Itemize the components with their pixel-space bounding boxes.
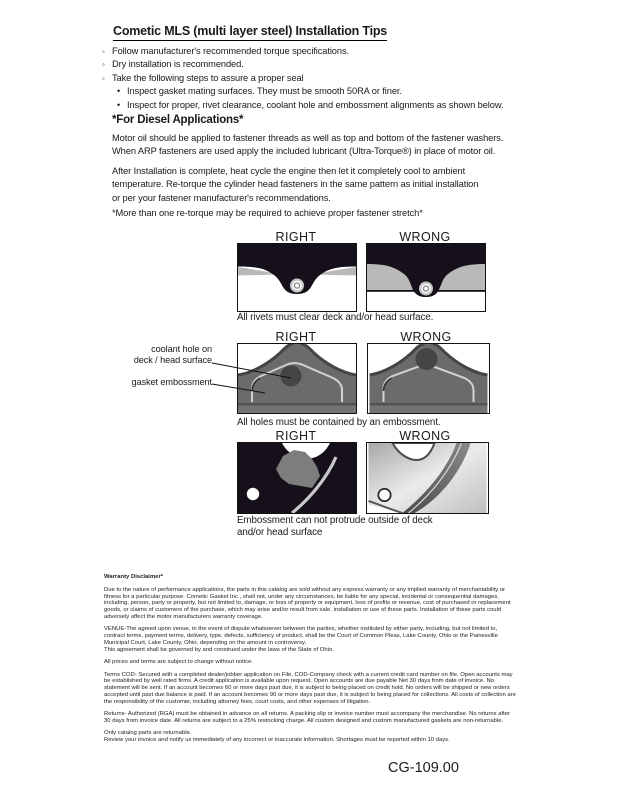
- legal-paragraph: Review your invoice and notify us immediately of any incorrect or inaccurate information. Shortages must be reported within 10 days.: [104, 737, 450, 744]
- list-item: [102, 45, 503, 58]
- embossment-caption: [237, 515, 433, 538]
- label-line: coolant hole on: [151, 344, 212, 354]
- list-item-text: Dry installation is recommended.: [112, 59, 244, 70]
- diesel-paragraph-1: [112, 132, 503, 159]
- hollow-bullet-icon: ◦: [102, 60, 105, 70]
- paragraph-line: When ARP fasteners are used apply the included lubricant (Ultra-Torque®) in place of motor oil.: [112, 146, 496, 157]
- legal-paragraph: This agreement shall be governed by and construed under the laws of the State of Ohio.: [104, 646, 334, 653]
- embossment-right-diagram: [237, 442, 357, 514]
- legal-paragraph: Returns- Authorized (RGA) must be obtained in advance on all returns. A packing slip or invoice number must accompany the merchandise. No returns after 30 days from invoice date. All returns are subject to a 25% restocking charge. All custom designed and custom manufactured gaskets are non-returnable.: [104, 711, 511, 724]
- caption-line: Embossment can not protrude outside of deck: [237, 515, 433, 526]
- legal-paragraph: Only catalog parts are returnable.: [104, 730, 192, 737]
- warranty-disclaimer-block: [104, 574, 518, 744]
- warranty-disclaimer-heading: Warranty Disclaimer*: [104, 574, 164, 580]
- list-item: [102, 58, 503, 71]
- paragraph-line: Motor oil should be applied to fastener threads as well as top and bottom of the fastener washers.: [112, 133, 504, 143]
- label-line: deck / head surface: [133, 355, 212, 366]
- holes-wrong-diagram: [367, 343, 490, 414]
- coolant-hole-label: [98, 344, 212, 366]
- list-item-text: Inspect for proper, rivet clearance, coolant hole and embossment alignments as shown below.: [127, 99, 504, 110]
- list-item-text: Follow manufacturer's recommended torque specifications.: [112, 46, 349, 56]
- rivets-right-label: RIGHT: [275, 230, 317, 244]
- solid-bullet-icon: •: [117, 86, 121, 97]
- sub-list-item: [102, 85, 503, 98]
- diesel-applications-heading: *For Diesel Applications*: [112, 114, 244, 126]
- leader-lines: [205, 358, 300, 403]
- embossment-wrong-diagram: [366, 442, 489, 514]
- list-item-text: Take the following steps to assure a proper seal: [112, 72, 304, 83]
- retorque-note: *More than one re-torque may be required to achieve proper fastener stretch*: [112, 208, 423, 218]
- legal-paragraph: All prices and terms are subject to change without notice.: [104, 659, 253, 666]
- page-number: CG-109.00: [388, 760, 459, 776]
- legal-paragraph: Due to the nature of performance applications, the parts in this catalog are sold without any express warranty or any implied warranty of merchantability or fitness for a particular purpose. Cometic Gasket Inc., shall not, under any circumstances, be liable for any special, incidental or consequential damages, including, person, party or property, but not limited to, damage, or loss of property or equipment, loss of profits or revenue, cost of purchased or replacement goods, or claims of customers of the purchase, which may arise and/or result from sale, installation or use of these parts. Installation of these parts could adversely affect the motor manufacturers warranty coverage.: [104, 586, 511, 620]
- holes-wrong-label: WRONG: [400, 330, 452, 344]
- rivets-right-diagram: [237, 243, 357, 312]
- sub-list-item: [102, 99, 503, 112]
- solid-bullet-icon: •: [117, 99, 121, 110]
- list-item-text: Inspect gasket mating surfaces. They must be smooth 50RA or finer.: [127, 86, 402, 97]
- embossment-right-label: RIGHT: [275, 429, 317, 443]
- paragraph-line: After Installation is complete, heat cycle the engine then let it completely cool to ambient: [112, 166, 466, 176]
- embossment-wrong-label: WRONG: [399, 429, 451, 443]
- paragraph-line: temperature. Re-torque the cylinder head fasteners in the same pattern as initial installation: [112, 179, 479, 190]
- paragraph-line: or per your fastener manufacturer's recommendations.: [112, 192, 331, 203]
- rivets-wrong-label: WRONG: [399, 230, 451, 244]
- holes-right-label: RIGHT: [275, 330, 317, 344]
- legal-paragraph: Terms COD- Secured with a completed dealer/jobber application on File, COD-Company check with a current credit card number on file. Open accounts may be established by well rated firms. A credit application is available upon request. Open accounts are due payable Net 30 days from date of invoice. No statement will be sent. If an account becomes 60 or more days past due, it is subject to being placed on credit hold. No orders will be shipped or new orders accepted until past due balance is paid. If an account becomes 90 or more days past due, it is subject to being placed for collections. All costs of collection are the responsibility of the customer, including attorney fees, court costs, and other expenses of litigation.: [104, 671, 516, 705]
- legal-paragraph: VENUE-The agreed upon venue, in the event of dispute whatsoever between the parties, whether instituted by either party, including, but not limited to, contract terms, payment terms, delivery, type, defects, sufficiency of product, shall be the Court of Common Pleas, Lake County, Ohio or the Painesville Municipal Court, Lake County, Ohio, depending on the amount in controversy.: [104, 626, 498, 646]
- page-title-text: Cometic MLS (multi layer steel) Installation Tips: [113, 24, 387, 41]
- rivets-caption: All rivets must clear deck and/or head surface.: [237, 312, 434, 323]
- page-title: [113, 24, 387, 41]
- list-item: [102, 72, 503, 85]
- holes-caption: All holes must be contained by an embossment.: [237, 417, 441, 428]
- installation-tips-list: [102, 45, 503, 112]
- hollow-bullet-icon: ◦: [102, 73, 105, 83]
- caption-line: and/or head surface: [237, 526, 323, 538]
- gasket-embossment-label: gasket embossment: [131, 377, 212, 387]
- rivets-wrong-diagram: [366, 243, 486, 312]
- hollow-bullet-icon: ◦: [102, 47, 105, 56]
- diesel-paragraph-2: [112, 165, 478, 205]
